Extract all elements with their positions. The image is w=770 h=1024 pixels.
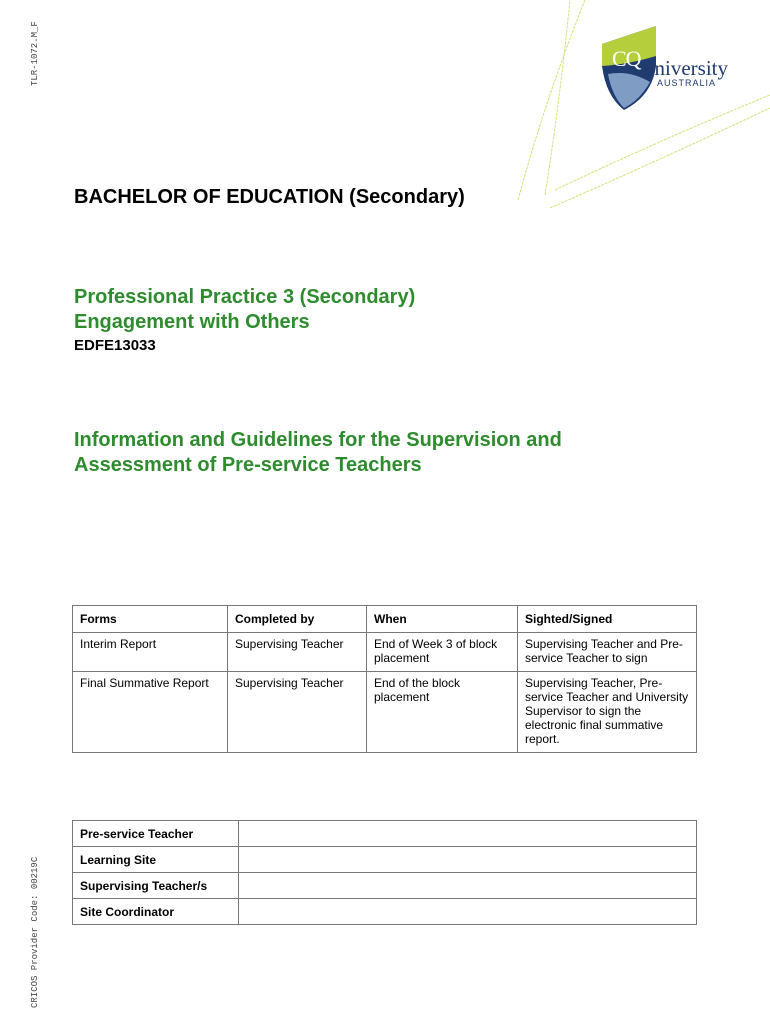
value-site-coordinator[interactable]	[239, 899, 697, 925]
course-title-line2: Engagement with Others	[74, 311, 310, 333]
course-title	[74, 285, 415, 335]
label-learning-site: Learning Site	[73, 847, 239, 873]
header-forms: Forms	[73, 606, 228, 633]
value-supervising-teacher[interactable]	[239, 873, 697, 899]
table-cell: End of the block placement	[367, 672, 518, 753]
guidelines-title	[74, 428, 714, 478]
table-header-row	[73, 606, 697, 633]
header-sighted-signed: Sighted/Signed	[518, 606, 697, 633]
doc-id-text: TLR-1072.M_F	[30, 21, 40, 86]
guidelines-title-line2: Assessment of Pre-service Teachers	[74, 454, 422, 476]
table-cell: Supervising Teacher, Pre-service Teacher and University Supervisor to sign the electronic final summative report.	[518, 672, 697, 753]
table-cell: End of Week 3 of block placement	[367, 633, 518, 672]
logo-cq-text: CQ	[612, 46, 641, 71]
forms-table	[72, 605, 697, 753]
header-when: When	[367, 606, 518, 633]
value-pre-service-teacher[interactable]	[239, 821, 697, 847]
label-site-coordinator: Site Coordinator	[73, 899, 239, 925]
deco-line	[545, 0, 570, 195]
course-code: EDFE13033	[74, 337, 156, 354]
logo-australia-text: AUSTRALIA	[657, 78, 717, 88]
course-title-line1: Professional Practice 3 (Secondary)	[74, 286, 416, 308]
placement-info-table	[72, 820, 697, 925]
degree-title: BACHELOR OF EDUCATION (Secondary)	[74, 186, 465, 208]
info-row	[73, 873, 697, 899]
label-pre-service-teacher: Pre-service Teacher	[73, 821, 239, 847]
guidelines-title-line1: Information and Guidelines for the Supervision and	[74, 429, 562, 451]
deco-line	[518, 0, 585, 200]
header-completed-by: Completed by	[228, 606, 367, 633]
table-row	[73, 672, 697, 753]
table-cell: Supervising Teacher and Pre-service Teacher to sign	[518, 633, 697, 672]
cricos-code-text: CRICOS Provider Code: 00219C	[30, 856, 40, 1008]
info-row	[73, 899, 697, 925]
value-learning-site[interactable]	[239, 847, 697, 873]
table-cell: Final Summative Report	[73, 672, 228, 753]
info-row	[73, 847, 697, 873]
table-cell: Supervising Teacher	[228, 633, 367, 672]
logo-university-text: university	[644, 56, 728, 80]
table-row	[73, 633, 697, 672]
deco-line	[550, 108, 770, 208]
label-supervising-teacher: Supervising Teacher/s	[73, 873, 239, 899]
table-cell: Interim Report	[73, 633, 228, 672]
info-row	[73, 821, 697, 847]
table-cell: Supervising Teacher	[228, 672, 367, 753]
